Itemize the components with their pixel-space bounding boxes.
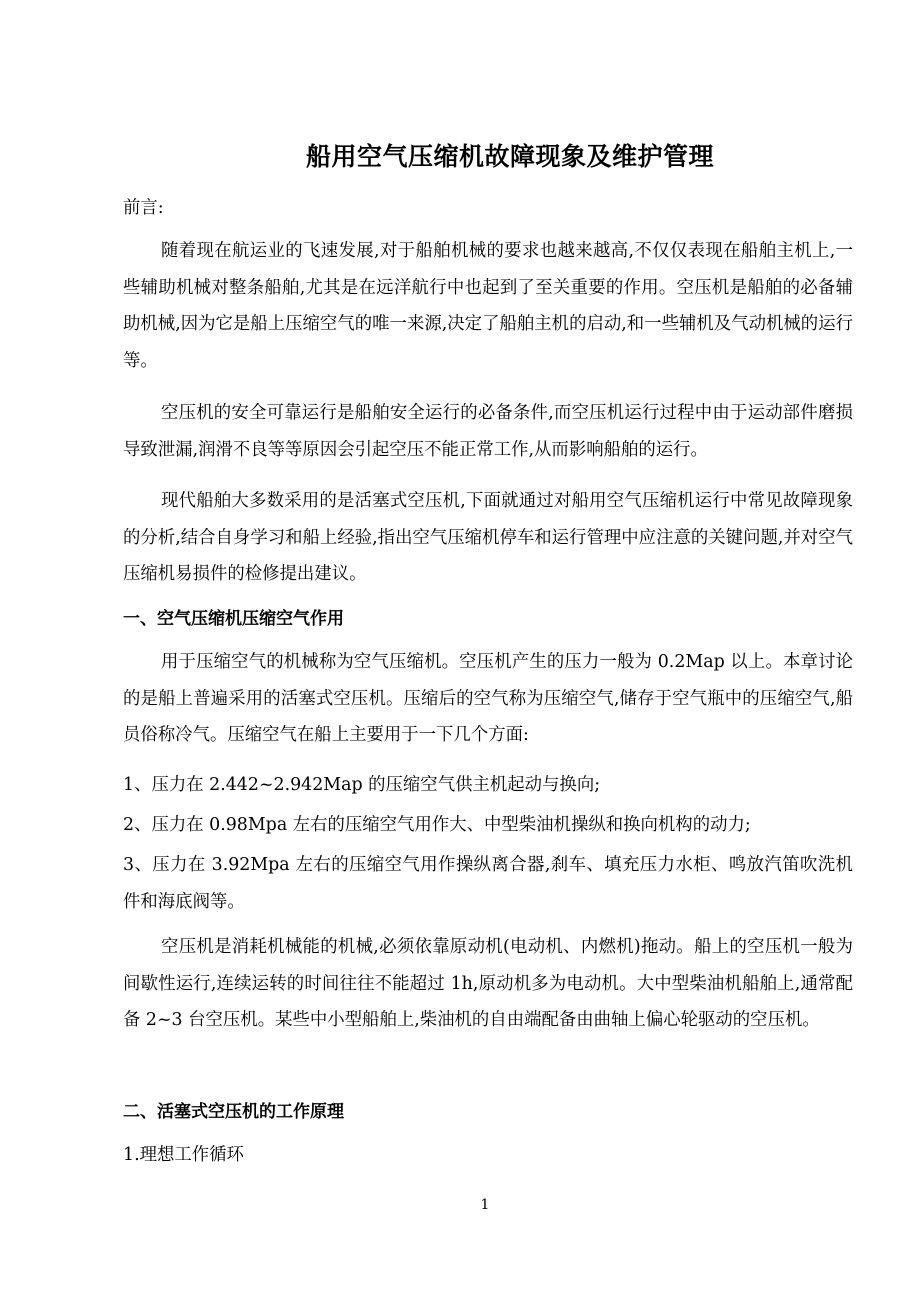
section-heading-1: 一、空气压缩机压缩空气作用 [123,609,344,629]
list-item-3: 3、压力在 3.92Mpa 左右的压缩空气用作操纵离合器,刹车、填充压力水柜、鸣放汽笛吹洗机件和海底阀等。 [123,855,853,912]
paragraph-operation: 空压机是消耗机械能的机械,必须依靠原动机(电动机、内燃机)拖动。船上的空压机一般为间歇性运行,连续运转的时间往往不能超过 1h,原动机多为电动机。大中型柴油机船舶上,通常配备 2~3 台空压机。某些中小型船舶上,柴油机的自由端配备由曲轴上偏心轮驱动的空压机。 [123,937,853,1030]
page-number: 1 [480,1197,490,1213]
list-item-2: 2、压力在 0.98Mpa 左右的压缩空气用作大、中型柴油机操纵和换向机构的动力; [123,815,751,835]
paragraph-purpose: 现代船舶大多数采用的是活塞式空压机,下面就通过对船用空气压缩机运行中常见故障现象的分析,结合自身学习和船上经验,指出空气压缩机停车和运行管理中应注意的关键问题,并对空气压缩机易损件的检修提出建议。 [123,491,853,584]
paragraph-intro: 随着现在航运业的飞速发展,对于船舶机械的要求也越来越高,不仅仅表现在船舶主机上,一些辅助机械对整条船舶,尤其是在远洋航行中也起到了至关重要的作用。空压机是船舶的必备辅助机械,因为它是船上压缩空气的唯一来源,决定了船舶主机的启动,和一些辅机及气动机械的运行等。 [123,241,853,371]
list-item-1: 1、压力在 2.442~2.942Map 的压缩空气供主机起动与换向; [123,775,601,795]
section-heading-2: 二、活塞式空压机的工作原理 [123,1102,344,1122]
paragraph-safety: 空压机的安全可靠运行是船舶安全运行的必备条件,而空压机运行过程中由于运动部件磨损导致泄漏,润滑不良等等原因会引起空压不能正常工作,从而影响船舶的运行。 [123,403,853,460]
document-title: 船用空气压缩机故障现象及维护管理 [305,142,714,171]
preface-label: 前言: [123,198,164,218]
subsection-heading-1: 1.理想工作循环 [123,1145,244,1165]
paragraph-definition: 用于压缩空气的机械称为空气压缩机。空压机产生的压力一般为 0.2Map 以上。本章讨论的是船上普遍采用的活塞式空压机。压缩后的空气称为压缩空气,储存于空气瓶中的压缩空气,船员俗称冷气。压缩空气在船上主要用于一下几个方面: [123,652,853,745]
